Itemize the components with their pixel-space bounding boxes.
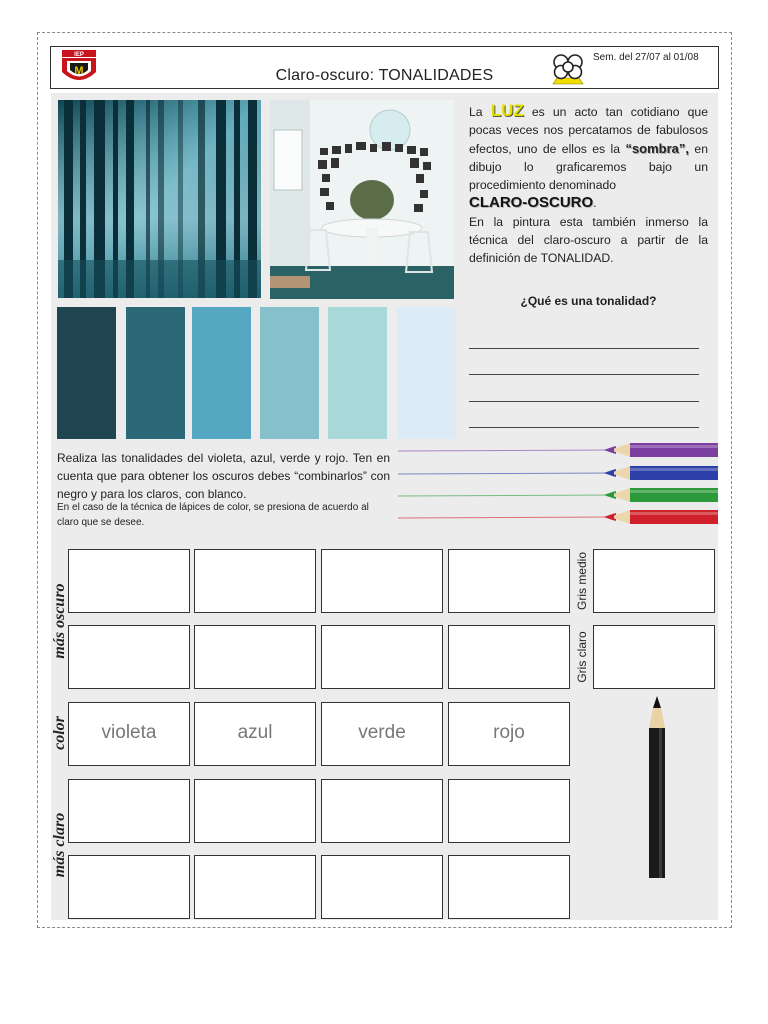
svg-text:IEP: IEP <box>74 52 84 58</box>
sombra-word: “sombra”, <box>625 140 690 156</box>
colored-pencil-2 <box>398 466 718 480</box>
tone-box-dark-1-violet[interactable] <box>68 549 190 613</box>
svg-text:M: M <box>74 65 84 77</box>
gray-light-box[interactable] <box>593 625 715 689</box>
answer-line <box>469 348 699 349</box>
colored-pencil-3 <box>398 488 718 502</box>
color-name-box-red[interactable] <box>448 702 570 766</box>
graphite-pencil-illustration <box>640 694 674 882</box>
color-name-red: rojo <box>493 722 525 743</box>
label-gris-medio: Gris medio <box>575 552 589 611</box>
tone-box-dark-2-red[interactable] <box>448 625 570 689</box>
tone-swatch-1 <box>57 307 116 439</box>
label-mas-claro: más claro <box>51 812 68 878</box>
tone-swatch-4 <box>260 307 319 439</box>
colored-pencil-1 <box>398 443 718 457</box>
tone-box-dark-2-green[interactable] <box>321 625 443 689</box>
question-heading: ¿Qué es una tonalidad? <box>520 294 657 308</box>
tone-box-dark-1-blue[interactable] <box>194 549 316 613</box>
tone-box-light-2-violet[interactable] <box>68 855 190 919</box>
colored-pencils-illustration <box>398 440 718 530</box>
gray-medium-box[interactable] <box>593 549 715 613</box>
tone-box-light-2-blue[interactable] <box>194 855 316 919</box>
tone-box-light-1-blue[interactable] <box>194 779 316 843</box>
label-mas-oscuro: más oscuro <box>51 583 68 659</box>
intro-paragraph: La LUZ es un acto tan cotidiano que pocas veces nos percatamos de fabulosos efectos, uno de ellos es la “sombra”, en dibujo lo graficaremos bajo un procedimiento denominado CLARO-OSCURO. En la pintura esta también inmerso la técnica del claro-oscuro a partir de la definición de TONALIDAD. <box>469 101 708 266</box>
color-name-box-green[interactable] <box>321 702 443 766</box>
tone-swatch-3 <box>192 307 251 439</box>
tone-box-dark-1-red[interactable] <box>448 549 570 613</box>
tone-box-light-2-green[interactable] <box>321 855 443 919</box>
flower-logo <box>545 48 591 88</box>
tone-swatch-6 <box>397 307 456 439</box>
tone-swatch-5 <box>328 307 387 439</box>
tone-swatch-2 <box>126 307 185 439</box>
answer-line <box>469 401 699 402</box>
instructions-text: Realiza las tonalidades del violeta, azul, verde y rojo. Ten en cuenta que para obtener los oscuros debes “combinarlos” con negro y para los claros, con blanco. <box>57 451 390 501</box>
worksheet-header <box>50 46 719 89</box>
color-name-box-blue[interactable] <box>194 702 316 766</box>
luz-word: LUZ <box>490 101 524 120</box>
forest-photo <box>58 100 261 298</box>
answer-line <box>469 374 699 375</box>
tone-box-dark-1-green[interactable] <box>321 549 443 613</box>
label-color: color <box>51 716 68 750</box>
room-photo <box>270 100 454 299</box>
tone-box-light-1-violet[interactable] <box>68 779 190 843</box>
week-label: Sem. del 27/07 al 01/08 <box>593 52 699 63</box>
label-gris-claro: Gris claro <box>575 631 589 683</box>
tone-box-light-2-red[interactable] <box>448 855 570 919</box>
tone-box-light-1-green[interactable] <box>321 779 443 843</box>
page-title: Claro-oscuro: TONALIDADES <box>275 67 494 84</box>
colored-pencil-4 <box>398 510 718 524</box>
color-name-violet: violeta <box>101 722 157 743</box>
tone-box-dark-2-blue[interactable] <box>194 625 316 689</box>
color-name-green: verde <box>358 722 406 743</box>
claro-oscuro-word: CLARO-OSCURO <box>469 194 594 212</box>
color-name-box-violet[interactable] <box>68 702 190 766</box>
answer-line <box>469 427 699 428</box>
color-name-blue: azul <box>237 722 273 743</box>
tone-box-light-1-red[interactable] <box>448 779 570 843</box>
instructions-note: En el caso de la técnica de lápices de color, se presiona de acuerdo al claro que se desee. <box>57 502 369 528</box>
tone-box-dark-2-violet[interactable] <box>68 625 190 689</box>
